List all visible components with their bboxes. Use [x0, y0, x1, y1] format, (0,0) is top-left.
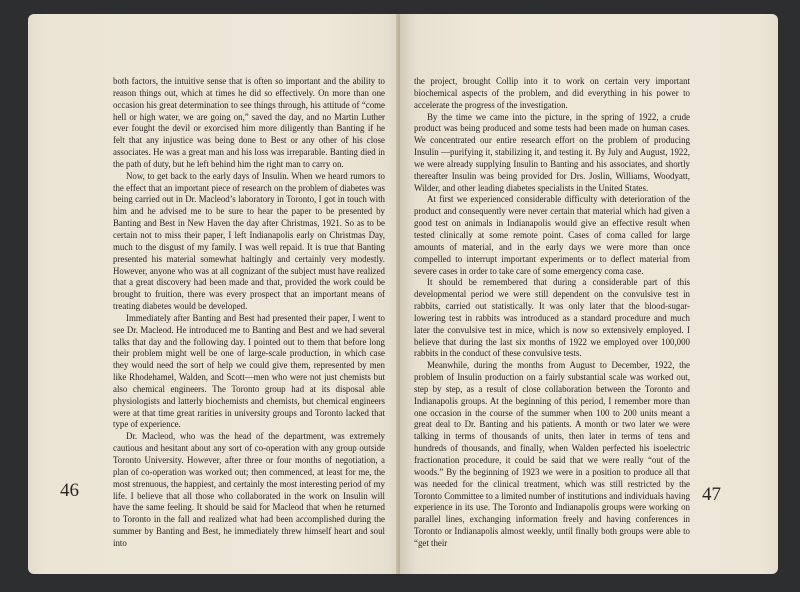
right-page-text — [414, 76, 690, 550]
paragraph: Meanwhile, during the months from August to December, 1922, the problem of Insulin production on a fairly substantial scale was worked out, step by step, as a result of close collaboration between the Toronto and Indianapolis groups. At the beginning of this period, I remember more than one occasion in the course of the summer when 100 to 200 units meant a great deal to Dr. Banting and his patients. A month or two later we were talking in terms of thousands of units, then later in terms of tens and hundreds of thousands, and finally, when Walden perfected his isoelectric fractionation procedure, it could be said that we were really “out of the woods.” By the beginning of 1923 we were in a position to produce all that was needed for the clinical treatment, which was still restricted by the Toronto Committee to a limited number of institutions and individuals having experience in its use. The Toronto and Indianapolis groups were working on parallel lines, exchanging information freely and having conferences in Toronto or Indianapolis almost weekly, until finally both groups were able to “get their — [414, 360, 690, 548]
paragraph: It should be remembered that during a considerable part of this developmental period we were still dependent on the convulsive test in rabbits, carried out statistically. It was only later that the blood-sugar-lowering test in rabbits was introduced as a standard procedure and much later the convulsive test in mice, which is now so extensively employed. I believe that during the last six months of 1922 we employed over 100,000 rabbits in the conduct of these convulsive tests. — [414, 277, 690, 359]
left-page-text — [113, 76, 385, 550]
paragraph: both factors, the intuitive sense that is often so important and the ability to reason things out, which at times he did so effectively. On more than one occasion his great determination to see things through, his attitude of “come hell or high water, we are going on,” saved the day, and no Martin Luther ever fought the devil or exorcised him more diligently than Banting if he felt that any injustice was being done to Best or any other of his close associates. He was a great man and his loss was irreparable. Banting died in the path of duty, but he left behind him the right man to carry on. — [113, 76, 385, 169]
paragraph: By the time we came into the picture, in the spring of 1922, a crude product was being produced and some tests had been made on human cases. We concentrated our entire research effort on the problem of producing Insulin —purifying it, stabilizing it, and testing it. By July and August, 1922, we were already supplying Insulin to Banting and his associates, and shortly thereafter Insulin was being provided for Drs. Joslin, Williams, Woodyatt, Wilder, and other leading diabetes specialists in the United States. — [414, 111, 690, 193]
paragraph: Now, to get back to the early days of Insulin. When we heard rumors to the effect that an important piece of research on the problem of diabetes was being carried out in Dr. Macleod’s laboratory in Toronto, I got in touch with him and he advised me to be sure to hear the paper to be presented by Banting and Best in New Haven the day after Christmas, 1921. So as to be certain not to miss their paper, I left Indianapolis early on Christmas Day, much to the disgust of my family. I was well repaid. It is true that Banting presented his material somewhat haltingly and certainly very modestly. However, anyone who was at all cognizant of the subject must have realized that a great discovery had been made and that, provided the work could be brought to fruition, there was every prospect that an important means of treating diabetes would be developed. — [113, 170, 385, 312]
left-page — [28, 14, 400, 574]
page-number-right: 47 — [702, 484, 721, 505]
paragraph: Immediately after Banting and Best had presented their paper, I went to see Dr. Macleod. He introduced me to Banting and Best and we had several talks that day and the following day. I pointed out to them that before long their problem might well be one of large-scale production, in which case they would need the sort of help we could give them, represented by men like Rhodehamel, Walden, and Scott—men who were not just chemists but also chemical engineers. The Toronto group had at its disposal able physiologists and latterly biochemists and chemists, but chemical engineers were at that time great rarities in university groups and Toronto lacked that type of experience. — [113, 312, 385, 430]
right-page — [400, 14, 778, 574]
page-number-left: 46 — [60, 480, 79, 501]
paragraph: the project, brought Collip into it to work on certain very important biochemical aspects of the problem, and did everything in his power to accelerate the progress of the investigation. — [414, 76, 690, 110]
paragraph: Dr. Macleod, who was the head of the department, was extremely cautious and hesitant about any sort of co-operation with any group outside Toronto University. However, after three or four months of negotiation, a plan of co-operation was worked out; then commenced, at least for me, the most strenuous, the happiest, and certainly the most interesting period of my life. I believe that all those who collaborated in the work on Insulin will have the same feeling. It should be said for Macleod that when he returned to Toronto in the fall and realized what had been accomplished during the summer by Banting and Best, he immediately threw himself heart and soul into — [113, 431, 385, 548]
paragraph: At first we experienced considerable difficulty with deterioration of the product and consequently were never certain that material which had given a good test on animals in Indianapolis would give an effective result when tested clinically at some remote point. Cases of coma called for large amounts of material, and in the early days we were more than once compelled to interrupt important experiments or to deflect material from severe cases in order to take care of some emergency coma case. — [414, 194, 690, 276]
